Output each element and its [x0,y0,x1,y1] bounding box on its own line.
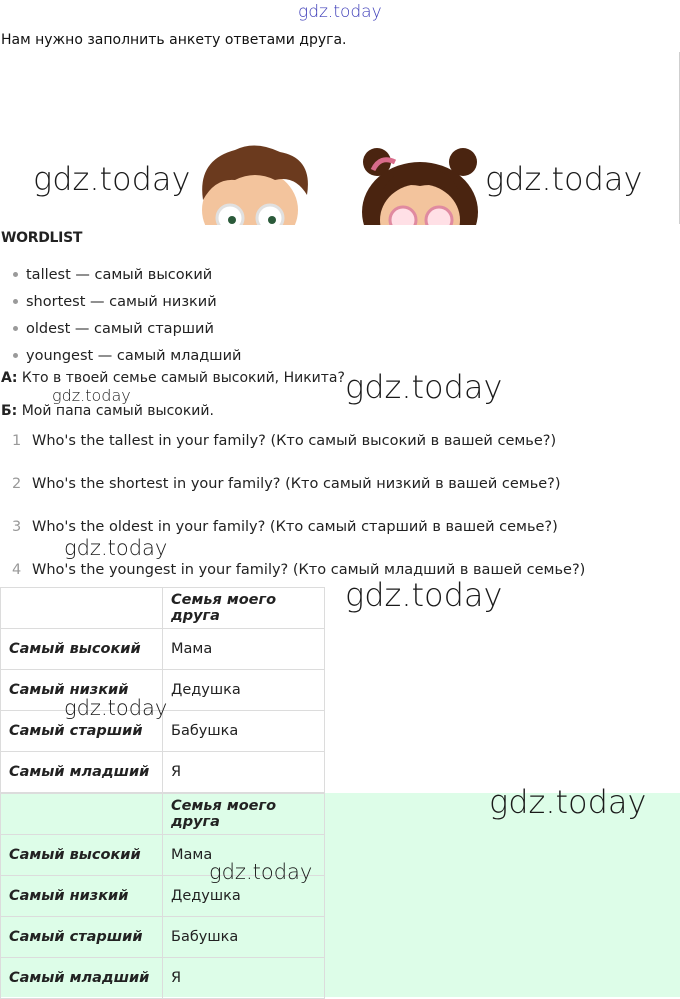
boy-illustration [195,140,315,225]
bullet-icon [13,299,18,304]
watermark-dialog-small: gdz.today [52,386,131,405]
watermark-left-char: gdz.today [33,160,191,198]
watermark-table1: gdz.today [64,696,168,720]
table-row: Самый высокий Мама [1,629,325,670]
watermark-q3: gdz.today [64,536,168,560]
question-item: 4 Who's the youngest in your family? (Кто самый младший в вашей семье?) [12,562,586,578]
table-row: Самый старший Бабушка [1,917,325,958]
table-row: Самый младший Я [1,958,325,999]
watermark-table2: gdz.today [209,860,313,884]
watermark-top: gdz.today [298,2,382,22]
question-item: 2 Who's the shortest in your family? (Кто самый низкий в вашей семье?) [12,476,561,492]
family-table [0,587,325,793]
table-row: Самый низкий Дедушка [1,670,325,711]
bullet-icon [13,272,18,277]
bullet-icon [13,353,18,358]
intro-text: Нам нужно заполнить анкету ответами друга. [1,32,347,48]
wordlist-item: shortest — самый низкий [10,292,241,319]
question-item: 3 Who's the oldest in your family? (Кто самый старший в вашей семье?) [12,519,558,535]
watermark-dialog: gdz.today [345,368,503,406]
wordlist-item: tallest — самый высокий [10,265,241,292]
table-row: Самый высокий Мама [1,835,325,876]
girl-illustration [355,140,495,225]
wordlist [10,265,241,373]
wordlist-item: youngest — самый младший [10,346,241,373]
table-header-row: Семья моего друга [1,794,325,835]
dialog-line-b: Б: Мой папа самый высокий. [1,403,214,419]
dialog-line-a: А: Кто в твоей семье самый высокий, Никита? [1,370,345,386]
wordlist-title: WORDLIST [1,230,83,246]
table-row: Самый младший Я [1,752,325,793]
wordlist-item: oldest — самый старший [10,319,241,346]
table-header-row: Семья моего друга [1,588,325,629]
table-row: Самый старший Бабушка [1,711,325,752]
question-item: 1 Who's the tallest in your family? (Кто самый высокий в вашей семье?) [12,433,557,449]
watermark-q4: gdz.today [345,576,503,614]
bullet-icon [13,326,18,331]
watermark-right-char: gdz.today [485,160,643,198]
watermark-green: gdz.today [489,783,647,821]
table-row: Самый низкий Дедушка [1,876,325,917]
family-table-highlighted [0,793,325,999]
